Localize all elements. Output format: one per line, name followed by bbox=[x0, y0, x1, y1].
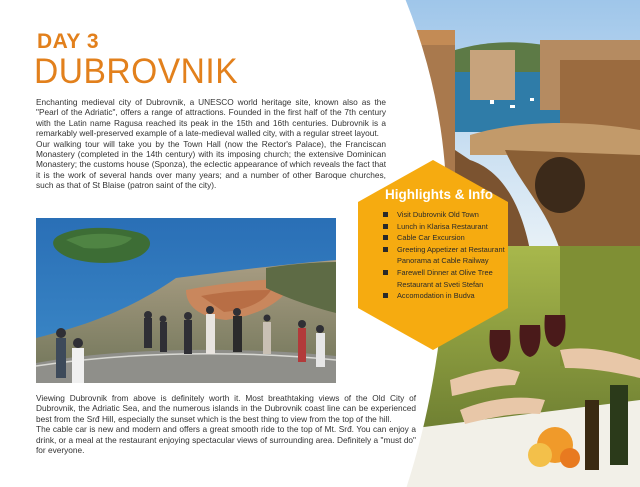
bottom-paragraph-1: Viewing Dubrovnik from above is definitely worth it. Most breathtaking views of the Old City of Dubrovnik, the Adriatic Sea, and the numerous islands in the Dubrovnik coast line can be experienced best from the Srđ Hill, especially the sunset which is the best thing to view from the top of the hill. bbox=[36, 393, 416, 424]
highlight-item: Farewell Dinner at Olive Tree bbox=[381, 267, 511, 279]
highlight-item: Greeting Appetizer at Restaurant bbox=[381, 244, 511, 256]
highlight-item-continued: Restaurant at Sveti Stefan bbox=[397, 279, 484, 289]
bottom-paragraph-2: The cable car is new and modern and offers a great smooth ride to the top of Mt. Srđ. You can enjoy a drink, or a meal at the restaurant enjoying spectacular views of surrounding area. Definitely a "must do" for everyone. bbox=[36, 424, 416, 456]
highlights-title: Highlights & Info bbox=[385, 187, 493, 202]
highlight-item: Cable Car Excursion bbox=[381, 232, 511, 244]
highlight-item-continued: Panorama at Cable Railway bbox=[397, 256, 489, 266]
highlight-item: Visit Dubrovnik Old Town bbox=[381, 209, 511, 221]
highlight-item: Accomodation in Budva bbox=[381, 290, 511, 302]
intro-paragraph-1: Enchanting medieval city of Dubrovnik, a UNESCO world heritage site, known also as the "Pearl of the Adriatic", offers a range of attractions. Founded in the first half of the 7th century with the Latin name Ragusa reached its peak in the 15th and 16th centuries. Dubrovnik is a remarkably well-preserved example of a late-medieval walled city, with a regular street layout. bbox=[36, 97, 386, 139]
highlights-list bbox=[381, 209, 511, 302]
highlight-item: Lunch in Klarisa Restaurant bbox=[381, 221, 511, 233]
intro-paragraph-2: Our walking tour will take you by the Town Hall (now the Rector's Palace), the Franciscan Monastery (completed in the 14th century) with its imposing church; the extensive Dominican Monastery; the customs house (Sponza), the eclectic appearance of which reveals the fact that it is the work of several hands over many years; and a number of other Baroque churches, such as that of St Blaise (patron saint of the city). bbox=[36, 138, 386, 191]
day-label: DAY 3 bbox=[37, 30, 100, 53]
page-title: DUBROVNIK bbox=[34, 52, 239, 91]
